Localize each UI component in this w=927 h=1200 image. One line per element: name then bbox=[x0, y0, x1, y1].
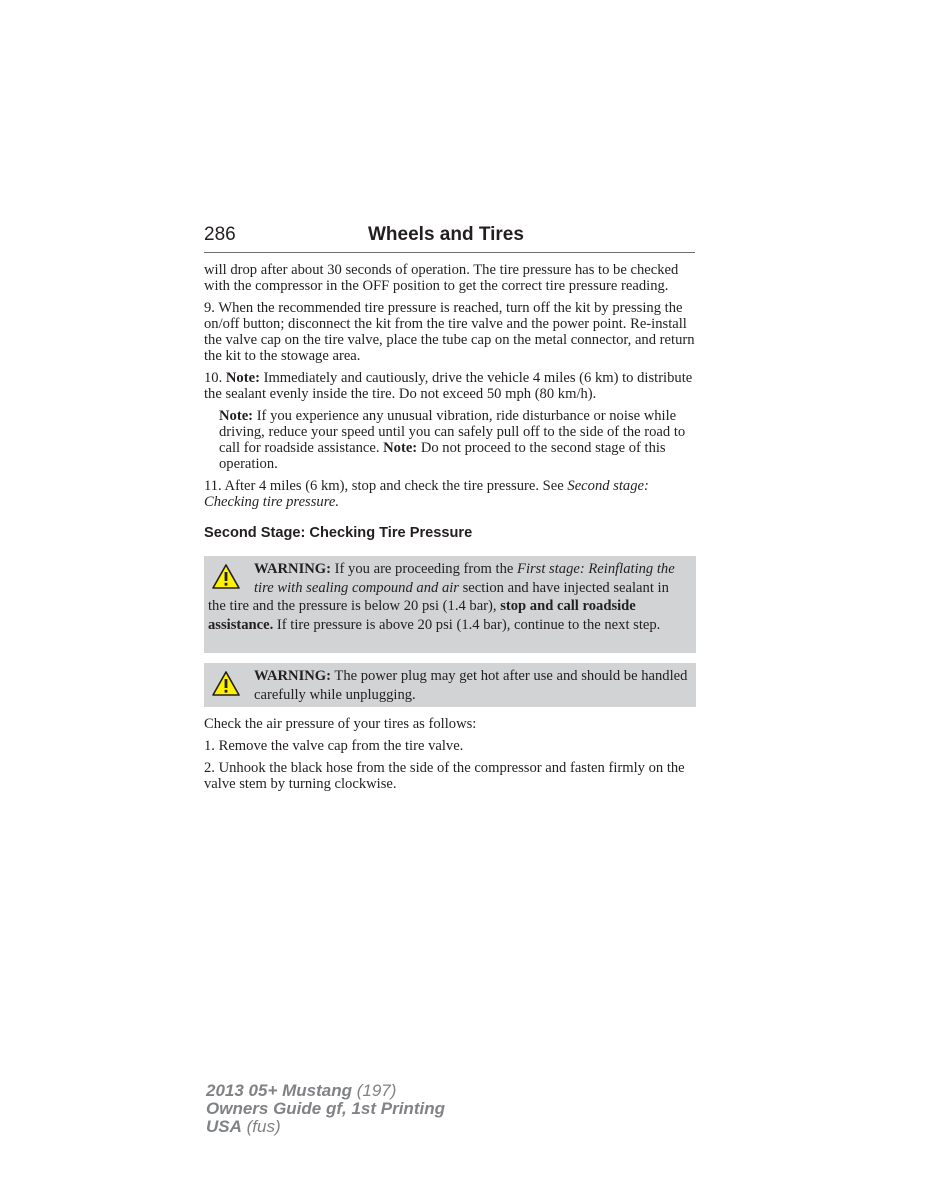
note-label: Note: bbox=[225, 370, 260, 386]
step-11-text: 11. After 4 miles (6 km), stop and check the tire pressure. See bbox=[204, 478, 568, 494]
step-10 bbox=[204, 370, 696, 402]
warning-label: WARNING: bbox=[254, 668, 332, 684]
footer-line-3 bbox=[206, 1118, 445, 1136]
paragraph: Check the air pressure of your tires as follows: bbox=[204, 716, 477, 732]
section-title: Wheels and Tires bbox=[368, 224, 524, 245]
warning-text: If tire pressure is above 20 psi (1.4 bar), continue to the next step. bbox=[273, 616, 661, 633]
step-10-number: 10. bbox=[204, 370, 226, 386]
warning-box bbox=[204, 556, 696, 653]
warning-triangle-icon bbox=[212, 669, 240, 699]
note-block bbox=[219, 408, 696, 472]
page-content bbox=[204, 262, 696, 798]
step-9: 9. When the recommended tire pressure is reached, turn off the kit by pressing the on/off button; disconnect the kit from the tire valve and the power point. Re-install the valve cap on the tire valve, place the tube cap on the metal connector, and return the kit to the stowage area. bbox=[204, 300, 695, 364]
paragraph: will drop after about 30 seconds of operation. The tire pressure has to be checked with the compressor in the OFF position to get the correct tire pressure reading. bbox=[204, 262, 679, 294]
subheading: Second Stage: Checking Tire Pressure bbox=[204, 525, 473, 541]
footer-line-1 bbox=[206, 1082, 445, 1100]
warning-emphasis: stop and call roadside assistance. bbox=[208, 598, 636, 633]
page-header bbox=[204, 222, 695, 253]
warning-box bbox=[204, 663, 696, 707]
footer-code: (197) bbox=[352, 1081, 397, 1100]
print-footer bbox=[206, 1082, 445, 1136]
warning-triangle-icon bbox=[212, 562, 240, 592]
footer-line-2: Owners Guide gf, 1st Printing bbox=[206, 1099, 445, 1118]
warning-label: WARNING: bbox=[254, 561, 332, 577]
footer-market: USA bbox=[206, 1117, 242, 1136]
note-label: Note: bbox=[219, 408, 254, 424]
step-10-text: Immediately and cautiously, drive the vehicle 4 miles (6 km) to distribute the sealant evenly inside the tire. Do not exceed 50 mph (80 km/h). bbox=[204, 370, 693, 402]
step-1: 1. Remove the valve cap from the tire valve. bbox=[204, 738, 464, 754]
warning-text: If you are proceeding from the bbox=[331, 561, 518, 577]
warning-text: The power plug may get hot after use and should be handled carefully while unplugging. bbox=[254, 668, 688, 703]
step-11 bbox=[204, 478, 696, 510]
footer-market-code: (fus) bbox=[241, 1117, 281, 1136]
cross-reference: Second stage: Checking tire pressure. bbox=[204, 478, 649, 510]
step-2: 2. Unhook the black hose from the side of the compressor and fasten firmly on the valve stem by turning clockwise. bbox=[204, 760, 685, 792]
warning-reference: First stage: Reinflating the tire with sealing compound and air bbox=[254, 561, 675, 596]
note-label-2: Note: bbox=[383, 440, 418, 456]
page-number: 286 bbox=[204, 224, 236, 245]
footer-model: 2013 05+ Mustang bbox=[206, 1081, 352, 1100]
warning-text: section and have injected sealant in the tire and the pressure is below 20 psi (1.4 bar), bbox=[208, 579, 669, 614]
note-text-2: Do not proceed to the second stage of this operation. bbox=[219, 440, 666, 472]
note-text: If you experience any unusual vibration, ride disturbance or noise while driving, reduce your speed until you can safely pull off to the side of the road to call for roadside assistance. bbox=[219, 408, 686, 456]
